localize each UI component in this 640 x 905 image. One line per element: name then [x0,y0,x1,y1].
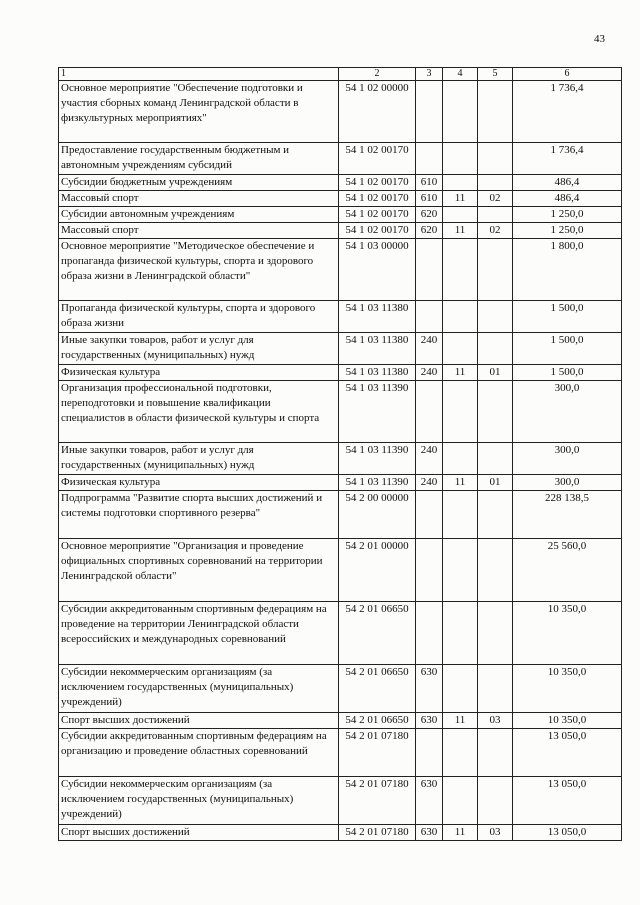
row-expense-type-cell [416,602,443,665]
row-name-cell: Спорт высших достижений [59,825,339,841]
row-amount-cell: 10 350,0 [513,602,622,665]
row-section-cell: 11 [443,825,478,841]
row-code-cell: 54 1 02 00170 [339,143,416,175]
row-amount-cell: 1 736,4 [513,81,622,143]
row-expense-type-cell: 620 [416,207,443,223]
row-section-cell [443,491,478,539]
row-code-cell: 54 1 03 11380 [339,301,416,333]
row-section-cell [443,665,478,713]
row-section-cell [443,539,478,602]
table-row [59,491,622,539]
row-code-cell: 54 1 02 00000 [339,81,416,143]
row-name-cell: Физическая культура [59,475,339,491]
row-amount-cell: 13 050,0 [513,777,622,825]
table-row [59,443,622,475]
row-subsection-cell [478,301,513,333]
row-amount-cell: 1 800,0 [513,239,622,301]
table-row [59,81,622,143]
table-row [59,301,622,333]
row-amount-cell: 486,4 [513,191,622,207]
row-code-cell: 54 1 03 11390 [339,475,416,491]
row-amount-cell: 1 500,0 [513,333,622,365]
table-row [59,223,622,239]
row-code-cell: 54 1 03 11380 [339,333,416,365]
row-code-cell: 54 2 01 07180 [339,825,416,841]
table-row [59,175,622,191]
row-code-cell: 54 2 01 06650 [339,665,416,713]
row-section-cell [443,729,478,777]
row-code-cell: 54 1 03 11390 [339,443,416,475]
row-subsection-cell [478,602,513,665]
row-name-cell: Спорт высших достижений [59,713,339,729]
row-amount-cell: 300,0 [513,381,622,443]
row-expense-type-cell [416,381,443,443]
header-cell: 5 [478,68,513,81]
row-name-cell: Иные закупки товаров, работ и услуг для государственных (муниципальных) нужд [59,333,339,365]
row-section-cell [443,301,478,333]
table-row [59,602,622,665]
row-section-cell: 11 [443,365,478,381]
row-subsection-cell [478,729,513,777]
header-cell: 4 [443,68,478,81]
row-amount-cell: 1 736,4 [513,143,622,175]
row-name-cell: Субсидии бюджетным учреждениям [59,175,339,191]
table-row [59,665,622,713]
row-amount-cell: 1 250,0 [513,207,622,223]
row-expense-type-cell: 240 [416,443,443,475]
row-section-cell [443,81,478,143]
row-expense-type-cell [416,539,443,602]
row-name-cell: Субсидии некоммерческим организациям (за исключением государственных (муниципальных) учреждений) [59,665,339,713]
row-subsection-cell [478,333,513,365]
row-name-cell: Массовый спорт [59,191,339,207]
row-name-cell: Иные закупки товаров, работ и услуг для государственных (муниципальных) нужд [59,443,339,475]
row-code-cell: 54 1 02 00170 [339,207,416,223]
row-section-cell [443,207,478,223]
row-amount-cell: 1 250,0 [513,223,622,239]
table-row [59,207,622,223]
header-cell: 3 [416,68,443,81]
table-row [59,777,622,825]
row-name-cell: Субсидии автономным учреждениям [59,207,339,223]
row-expense-type-cell [416,491,443,539]
row-section-cell: 11 [443,223,478,239]
row-code-cell: 54 1 03 11390 [339,381,416,443]
row-name-cell: Основное мероприятие "Обеспечение подготовки и участия сборных команд Ленинградской области в физкультурных мероприятиях" [59,81,339,143]
row-code-cell: 54 2 01 06650 [339,602,416,665]
row-amount-cell: 1 500,0 [513,365,622,381]
row-section-cell [443,777,478,825]
row-code-cell: 54 2 01 06650 [339,713,416,729]
row-name-cell: Предоставление государственным бюджетным и автономным учреждениям субсидий [59,143,339,175]
row-expense-type-cell: 610 [416,175,443,191]
row-code-cell: 54 1 02 00170 [339,191,416,207]
row-amount-cell: 486,4 [513,175,622,191]
table-row [59,191,622,207]
row-amount-cell: 10 350,0 [513,665,622,713]
row-expense-type-cell: 240 [416,475,443,491]
row-section-cell [443,602,478,665]
row-section-cell: 11 [443,475,478,491]
table-row [59,333,622,365]
row-amount-cell: 1 500,0 [513,301,622,333]
row-amount-cell: 25 560,0 [513,539,622,602]
table-row [59,539,622,602]
row-amount-cell: 300,0 [513,475,622,491]
row-expense-type-cell [416,143,443,175]
row-section-cell [443,333,478,365]
row-name-cell: Подпрограмма "Развитие спорта высших достижений и системы подготовки спортивного резерва" [59,491,339,539]
row-code-cell: 54 1 03 11380 [339,365,416,381]
row-code-cell: 54 1 02 00170 [339,175,416,191]
row-expense-type-cell: 240 [416,365,443,381]
row-subsection-cell [478,539,513,602]
row-expense-type-cell [416,301,443,333]
row-expense-type-cell: 620 [416,223,443,239]
table-row [59,713,622,729]
row-expense-type-cell: 240 [416,333,443,365]
row-amount-cell: 13 050,0 [513,825,622,841]
row-expense-type-cell: 630 [416,825,443,841]
row-expense-type-cell: 630 [416,777,443,825]
row-name-cell: Субсидии аккредитованным спортивным федерациям на организацию и проведение областных соревнований [59,729,339,777]
table-row [59,381,622,443]
row-subsection-cell: 03 [478,825,513,841]
header-cell: 6 [513,68,622,81]
row-subsection-cell [478,665,513,713]
row-code-cell: 54 2 00 00000 [339,491,416,539]
row-code-cell: 54 1 03 00000 [339,239,416,301]
header-row [59,68,622,81]
row-subsection-cell: 02 [478,223,513,239]
row-amount-cell: 300,0 [513,443,622,475]
row-name-cell: Субсидии аккредитованным спортивным федерациям на проведение на территории Ленинградской области всероссийских и международных соревнований [59,602,339,665]
row-expense-type-cell: 630 [416,665,443,713]
row-name-cell: Физическая культура [59,365,339,381]
table-row [59,825,622,841]
row-subsection-cell [478,175,513,191]
row-section-cell: 11 [443,191,478,207]
row-code-cell: 54 1 02 00170 [339,223,416,239]
row-expense-type-cell [416,729,443,777]
row-subsection-cell [478,143,513,175]
row-subsection-cell [478,81,513,143]
row-subsection-cell: 01 [478,475,513,491]
row-subsection-cell [478,381,513,443]
row-name-cell: Основное мероприятие "Организация и проведение официальных спортивных соревнований на территории Ленинградской области" [59,539,339,602]
row-expense-type-cell: 610 [416,191,443,207]
row-expense-type-cell: 630 [416,713,443,729]
row-subsection-cell: 01 [478,365,513,381]
table-row [59,475,622,491]
row-section-cell [443,443,478,475]
row-subsection-cell: 02 [478,191,513,207]
table-row [59,365,622,381]
row-subsection-cell: 03 [478,713,513,729]
row-section-cell [443,175,478,191]
row-name-cell: Массовый спорт [59,223,339,239]
row-amount-cell: 10 350,0 [513,713,622,729]
row-expense-type-cell [416,81,443,143]
page-number: 43 [594,33,605,45]
row-name-cell: Основное мероприятие "Методическое обеспечение и пропаганда физической культуры, спорта и здорового образа жизни в Ленинградской области" [59,239,339,301]
row-subsection-cell [478,207,513,223]
row-amount-cell: 228 138,5 [513,491,622,539]
row-section-cell [443,381,478,443]
row-subsection-cell [478,491,513,539]
table-row [59,729,622,777]
header-cell: 1 [59,68,339,81]
table-row [59,239,622,301]
row-subsection-cell [478,777,513,825]
row-section-cell [443,239,478,301]
row-code-cell: 54 2 01 07180 [339,777,416,825]
table-row [59,143,622,175]
row-section-cell: 11 [443,713,478,729]
header-cell: 2 [339,68,416,81]
budget-table [58,67,622,841]
row-code-cell: 54 2 01 00000 [339,539,416,602]
row-amount-cell: 13 050,0 [513,729,622,777]
row-name-cell: Субсидии некоммерческим организациям (за исключением государственных (муниципальных) учреждений) [59,777,339,825]
row-subsection-cell [478,239,513,301]
row-name-cell: Организация профессиональной подготовки, переподготовки и повышение квалификации специалистов в области физической культуры и спорта [59,381,339,443]
row-subsection-cell [478,443,513,475]
row-name-cell: Пропаганда физической культуры, спорта и здорового образа жизни [59,301,339,333]
row-section-cell [443,143,478,175]
row-code-cell: 54 2 01 07180 [339,729,416,777]
row-expense-type-cell [416,239,443,301]
